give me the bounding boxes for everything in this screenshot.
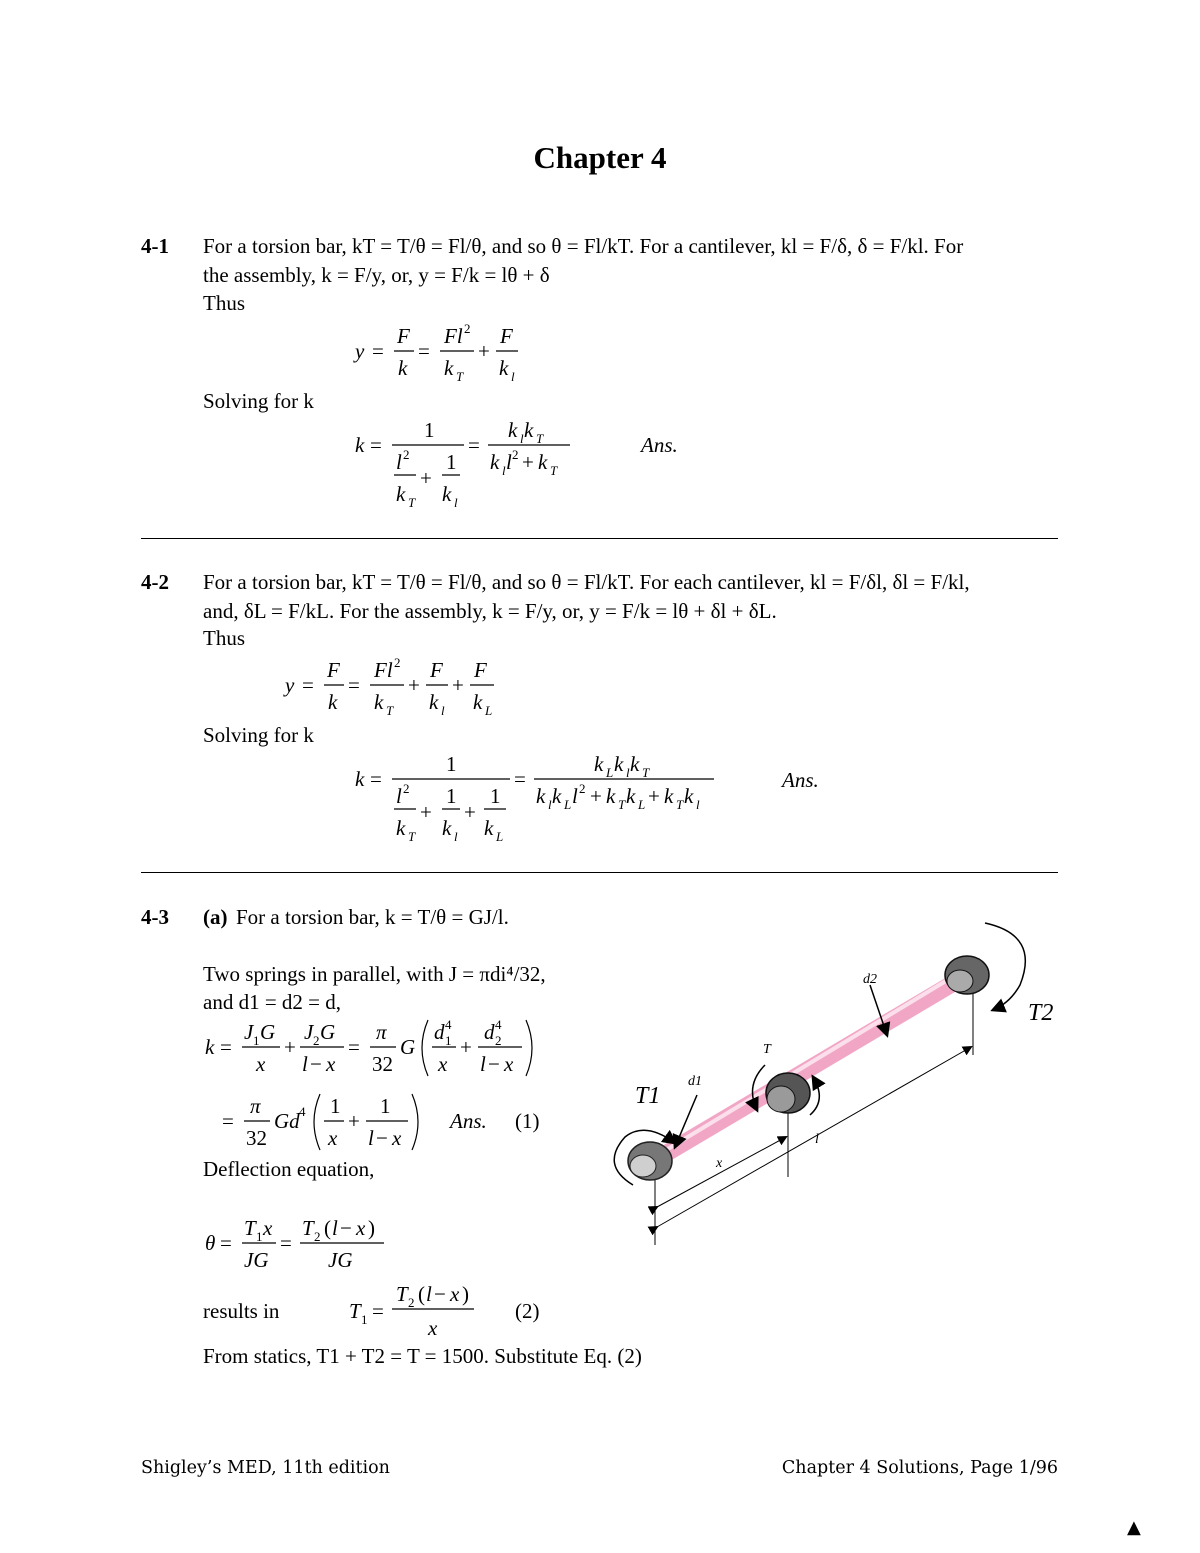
svg-text:Gd: Gd bbox=[274, 1109, 300, 1133]
svg-text:x: x bbox=[256, 1052, 266, 1076]
svg-text:(: ( bbox=[324, 1216, 331, 1240]
svg-text:Fl: Fl bbox=[444, 324, 463, 348]
svg-text:l: l bbox=[511, 369, 515, 384]
svg-text:T: T bbox=[386, 703, 394, 718]
svg-text:+: + bbox=[522, 450, 534, 474]
equation-4-3-k bbox=[200, 1012, 560, 1084]
svg-text:+: + bbox=[460, 1035, 472, 1059]
svg-text:J: J bbox=[304, 1020, 314, 1044]
svg-text:+: + bbox=[452, 673, 464, 697]
label-l: l bbox=[815, 1132, 819, 1147]
svg-text:d: d bbox=[484, 1020, 495, 1044]
svg-text:k: k bbox=[442, 816, 452, 840]
svg-text:T: T bbox=[550, 463, 558, 478]
middle-coupling bbox=[766, 1073, 810, 1113]
svg-text:=: = bbox=[348, 1035, 360, 1059]
svg-text:x: x bbox=[438, 1052, 448, 1076]
svg-text:2: 2 bbox=[579, 781, 586, 796]
svg-text:1: 1 bbox=[445, 1033, 452, 1048]
svg-text:x: x bbox=[392, 1126, 402, 1150]
equation-4-2-y bbox=[280, 652, 520, 722]
svg-text:L: L bbox=[606, 765, 614, 780]
svg-text:4: 4 bbox=[299, 1104, 306, 1119]
svg-text:x: x bbox=[326, 1052, 336, 1076]
svg-text:F: F bbox=[430, 658, 443, 682]
svg-text:): ) bbox=[462, 1282, 469, 1306]
svg-text:=: = bbox=[514, 767, 526, 791]
svg-text:−: − bbox=[376, 1126, 388, 1150]
svg-text:l: l bbox=[332, 1216, 338, 1240]
svg-text:=: = bbox=[372, 1299, 384, 1323]
problem-4-3-part-a: (a) bbox=[203, 905, 228, 929]
svg-text:+: + bbox=[420, 466, 432, 490]
svg-text:k: k bbox=[473, 690, 483, 714]
svg-text:k: k bbox=[429, 690, 439, 714]
svg-text:T: T bbox=[676, 797, 684, 812]
svg-text:4: 4 bbox=[445, 1017, 452, 1032]
svg-text:x: x bbox=[504, 1052, 514, 1076]
svg-text:θ: θ bbox=[205, 1231, 216, 1255]
svg-text:32: 32 bbox=[372, 1052, 393, 1076]
problem-4-3-line-3: and d1 = d2 = d, bbox=[203, 990, 342, 1014]
svg-text:T: T bbox=[302, 1216, 314, 1240]
svg-text:JG: JG bbox=[328, 1248, 353, 1272]
svg-text:k: k bbox=[630, 752, 640, 776]
svg-text:−: − bbox=[488, 1052, 500, 1076]
equation-4-2-k bbox=[350, 746, 750, 846]
svg-text:T: T bbox=[244, 1216, 256, 1240]
svg-text:l: l bbox=[502, 463, 506, 478]
svg-text:F: F bbox=[500, 324, 513, 348]
divider-1 bbox=[141, 538, 1058, 539]
svg-text:2: 2 bbox=[313, 1033, 320, 1048]
svg-text:L: L bbox=[485, 703, 493, 718]
svg-text:l: l bbox=[396, 450, 402, 474]
svg-text:k: k bbox=[508, 418, 518, 442]
svg-text:k: k bbox=[536, 784, 546, 808]
svg-text:y: y bbox=[285, 673, 295, 697]
svg-text:k: k bbox=[355, 433, 365, 457]
left-end-grip bbox=[628, 1142, 672, 1180]
svg-text:32: 32 bbox=[246, 1126, 267, 1150]
svg-text:k: k bbox=[552, 784, 562, 808]
footer-edition: Shigley’s MED, 11th edition bbox=[141, 1458, 390, 1478]
svg-text:l: l bbox=[368, 1126, 374, 1150]
svg-text:l: l bbox=[520, 431, 524, 446]
svg-text:l: l bbox=[506, 450, 512, 474]
problem-4-1-thus: Thus bbox=[203, 291, 245, 315]
label-d1: d1 bbox=[688, 1074, 702, 1089]
problem-4-2-thus: Thus bbox=[203, 626, 245, 650]
svg-text:1: 1 bbox=[490, 784, 501, 808]
svg-text:1: 1 bbox=[380, 1094, 391, 1118]
svg-text:=: = bbox=[468, 433, 480, 457]
problem-4-3-statics: From statics, T1 + T2 = T = 1500. Substitute Eq. (2) bbox=[203, 1344, 642, 1368]
label-T: T bbox=[763, 1042, 771, 1057]
triangle-up-icon[interactable]: ▲ bbox=[1127, 1517, 1141, 1538]
label-T1: T1 bbox=[635, 1083, 661, 1109]
svg-text:k: k bbox=[606, 784, 616, 808]
svg-text:1: 1 bbox=[253, 1033, 260, 1048]
equation-4-1-y bbox=[350, 318, 550, 388]
svg-text:1: 1 bbox=[446, 450, 457, 474]
svg-text:2: 2 bbox=[408, 1295, 415, 1310]
svg-text:x: x bbox=[428, 1316, 438, 1340]
svg-text:x: x bbox=[450, 1282, 460, 1306]
svg-text:l: l bbox=[548, 797, 552, 812]
svg-text:k: k bbox=[626, 784, 636, 808]
svg-text:(: ( bbox=[418, 1282, 425, 1306]
label-d2: d2 bbox=[863, 972, 877, 987]
svg-text:d: d bbox=[434, 1020, 445, 1044]
svg-text:x: x bbox=[328, 1126, 338, 1150]
footer-page-number: Chapter 4 Solutions, Page 1/96 bbox=[781, 1458, 1058, 1478]
svg-text:k: k bbox=[396, 816, 406, 840]
shaft bbox=[650, 970, 967, 1163]
svg-text:k: k bbox=[614, 752, 624, 776]
svg-text:=: = bbox=[220, 1035, 232, 1059]
svg-text:1: 1 bbox=[256, 1229, 263, 1244]
svg-text:1: 1 bbox=[446, 784, 457, 808]
svg-text:): ) bbox=[368, 1216, 375, 1240]
equation-number-2: (2) bbox=[515, 1299, 540, 1323]
svg-text:+: + bbox=[590, 784, 602, 808]
svg-text:F: F bbox=[474, 658, 487, 682]
problem-4-1-ans: Ans. bbox=[641, 433, 678, 457]
svg-text:k: k bbox=[538, 450, 548, 474]
svg-text:π: π bbox=[250, 1094, 261, 1118]
problem-4-2-line-1: For a torsion bar, kT = T/θ = Fl/θ, and so θ = Fl/kT. For each cantilever, kl = F/δl, δl = F/kl, bbox=[203, 570, 970, 594]
svg-text:l: l bbox=[696, 797, 700, 812]
svg-text:Fl: Fl bbox=[374, 658, 393, 682]
svg-text:2: 2 bbox=[512, 447, 519, 462]
equation-4-3-theta bbox=[200, 1210, 400, 1276]
svg-text:=: = bbox=[370, 433, 382, 457]
svg-text:k: k bbox=[442, 482, 452, 506]
svg-text:JG: JG bbox=[244, 1248, 269, 1272]
svg-text:=: = bbox=[348, 673, 360, 697]
svg-text:l: l bbox=[441, 703, 445, 718]
svg-text:1: 1 bbox=[361, 1312, 368, 1327]
svg-text:+: + bbox=[348, 1109, 360, 1133]
svg-text:=: = bbox=[220, 1231, 232, 1255]
svg-text:k: k bbox=[396, 482, 406, 506]
svg-text:2: 2 bbox=[403, 781, 410, 796]
svg-text:k: k bbox=[684, 784, 694, 808]
svg-text:+: + bbox=[408, 673, 420, 697]
svg-text:2: 2 bbox=[495, 1033, 502, 1048]
chapter-title: Chapter 4 bbox=[533, 140, 667, 175]
problem-number-4-3: 4-3 bbox=[141, 905, 169, 929]
svg-text:+: + bbox=[464, 800, 476, 824]
svg-text:=: = bbox=[302, 673, 314, 697]
svg-text:x: x bbox=[263, 1216, 273, 1240]
svg-text:T: T bbox=[408, 495, 416, 510]
svg-text:=: = bbox=[370, 767, 382, 791]
svg-text:F: F bbox=[397, 324, 410, 348]
svg-text:T: T bbox=[618, 797, 626, 812]
label-T2: T2 bbox=[1028, 1000, 1054, 1026]
equation-number-1: (1) bbox=[515, 1109, 540, 1133]
svg-text:G: G bbox=[260, 1020, 276, 1044]
problem-4-3-line-1: For a torsion bar, k = T/θ = GJ/l. bbox=[236, 905, 509, 929]
svg-text:l: l bbox=[454, 829, 458, 844]
svg-text:L: L bbox=[638, 797, 646, 812]
svg-text:J: J bbox=[244, 1020, 254, 1044]
svg-text:=: = bbox=[372, 339, 384, 363]
svg-text:T: T bbox=[396, 1282, 408, 1306]
equation-4-3-k-simplified bbox=[200, 1086, 440, 1158]
svg-text:k: k bbox=[444, 356, 454, 380]
svg-text:k: k bbox=[524, 418, 534, 442]
svg-text:k: k bbox=[355, 767, 365, 791]
svg-text:+: + bbox=[284, 1035, 296, 1059]
svg-text:4: 4 bbox=[495, 1017, 502, 1032]
svg-text:L: L bbox=[564, 797, 572, 812]
svg-text:k: k bbox=[594, 752, 604, 776]
svg-text:=: = bbox=[280, 1231, 292, 1255]
svg-text:k: k bbox=[328, 690, 338, 714]
svg-text:T: T bbox=[642, 765, 650, 780]
svg-text:=: = bbox=[222, 1109, 234, 1133]
problem-4-3-ans: Ans. bbox=[450, 1109, 487, 1133]
svg-text:2: 2 bbox=[394, 655, 401, 670]
torsion-bar-figure bbox=[595, 915, 1065, 1255]
svg-text:k: k bbox=[205, 1035, 215, 1059]
svg-text:l: l bbox=[480, 1052, 486, 1076]
svg-text:k: k bbox=[374, 690, 384, 714]
label-x: x bbox=[716, 1156, 723, 1171]
problem-4-1-solving: Solving for k bbox=[203, 389, 314, 413]
svg-text:−: − bbox=[310, 1052, 322, 1076]
svg-text:l: l bbox=[454, 495, 458, 510]
problem-4-3-results: results in bbox=[203, 1299, 280, 1323]
right-end-grip bbox=[945, 956, 989, 994]
svg-text:−: − bbox=[340, 1216, 352, 1240]
svg-text:l: l bbox=[396, 784, 402, 808]
svg-text:F: F bbox=[327, 658, 340, 682]
problem-4-3-deflection: Deflection equation, bbox=[203, 1157, 375, 1181]
svg-text:π: π bbox=[376, 1020, 387, 1044]
svg-text:l: l bbox=[626, 765, 630, 780]
problem-number-4-2: 4-2 bbox=[141, 570, 169, 594]
svg-text:T: T bbox=[349, 1299, 361, 1323]
problem-number-4-1: 4-1 bbox=[141, 234, 169, 258]
divider-2 bbox=[141, 872, 1058, 873]
equation-4-1-k bbox=[350, 412, 650, 512]
svg-text:1: 1 bbox=[446, 752, 457, 776]
problem-4-1-line-2: the assembly, k = F/y, or, y = F/k = lθ + δ bbox=[203, 263, 550, 287]
svg-text:k: k bbox=[484, 816, 494, 840]
svg-text:x: x bbox=[356, 1216, 366, 1240]
svg-text:l: l bbox=[426, 1282, 432, 1306]
svg-text:−: − bbox=[434, 1282, 446, 1306]
svg-text:T: T bbox=[408, 829, 416, 844]
svg-text:l: l bbox=[572, 784, 578, 808]
svg-text:T: T bbox=[536, 431, 544, 446]
problem-4-2-line-2: and, δL = F/kL. For the assembly, k = F/y, or, y = F/k = lθ + δl + δL. bbox=[203, 599, 777, 623]
svg-text:k: k bbox=[499, 356, 509, 380]
svg-text:k: k bbox=[490, 450, 500, 474]
problem-4-1-line-1: For a torsion bar, kT = T/θ = Fl/θ, and so θ = Fl/kT. For a cantilever, kl = F/δ, δ = F/kl. For bbox=[203, 234, 964, 258]
svg-text:+: + bbox=[478, 339, 490, 363]
svg-text:L: L bbox=[496, 829, 504, 844]
svg-text:2: 2 bbox=[403, 447, 410, 462]
svg-text:+: + bbox=[420, 800, 432, 824]
equation-4-3-T1 bbox=[340, 1276, 500, 1342]
svg-text:l: l bbox=[302, 1052, 308, 1076]
svg-text:2: 2 bbox=[464, 321, 471, 336]
svg-text:y: y bbox=[355, 339, 365, 363]
svg-text:G: G bbox=[320, 1020, 336, 1044]
svg-text:1: 1 bbox=[424, 418, 435, 442]
svg-text:+: + bbox=[648, 784, 660, 808]
svg-text:2: 2 bbox=[314, 1229, 321, 1244]
problem-4-2-solving: Solving for k bbox=[203, 723, 314, 747]
svg-text:G: G bbox=[400, 1035, 416, 1059]
svg-text:T: T bbox=[456, 369, 464, 384]
svg-text:1: 1 bbox=[330, 1094, 341, 1118]
svg-text:k: k bbox=[398, 356, 408, 380]
problem-4-2-ans: Ans. bbox=[782, 768, 819, 792]
svg-text:=: = bbox=[418, 339, 430, 363]
problem-4-3-line-2: Two springs in parallel, with J = πdi⁴/32, bbox=[203, 962, 546, 986]
svg-text:k: k bbox=[664, 784, 674, 808]
